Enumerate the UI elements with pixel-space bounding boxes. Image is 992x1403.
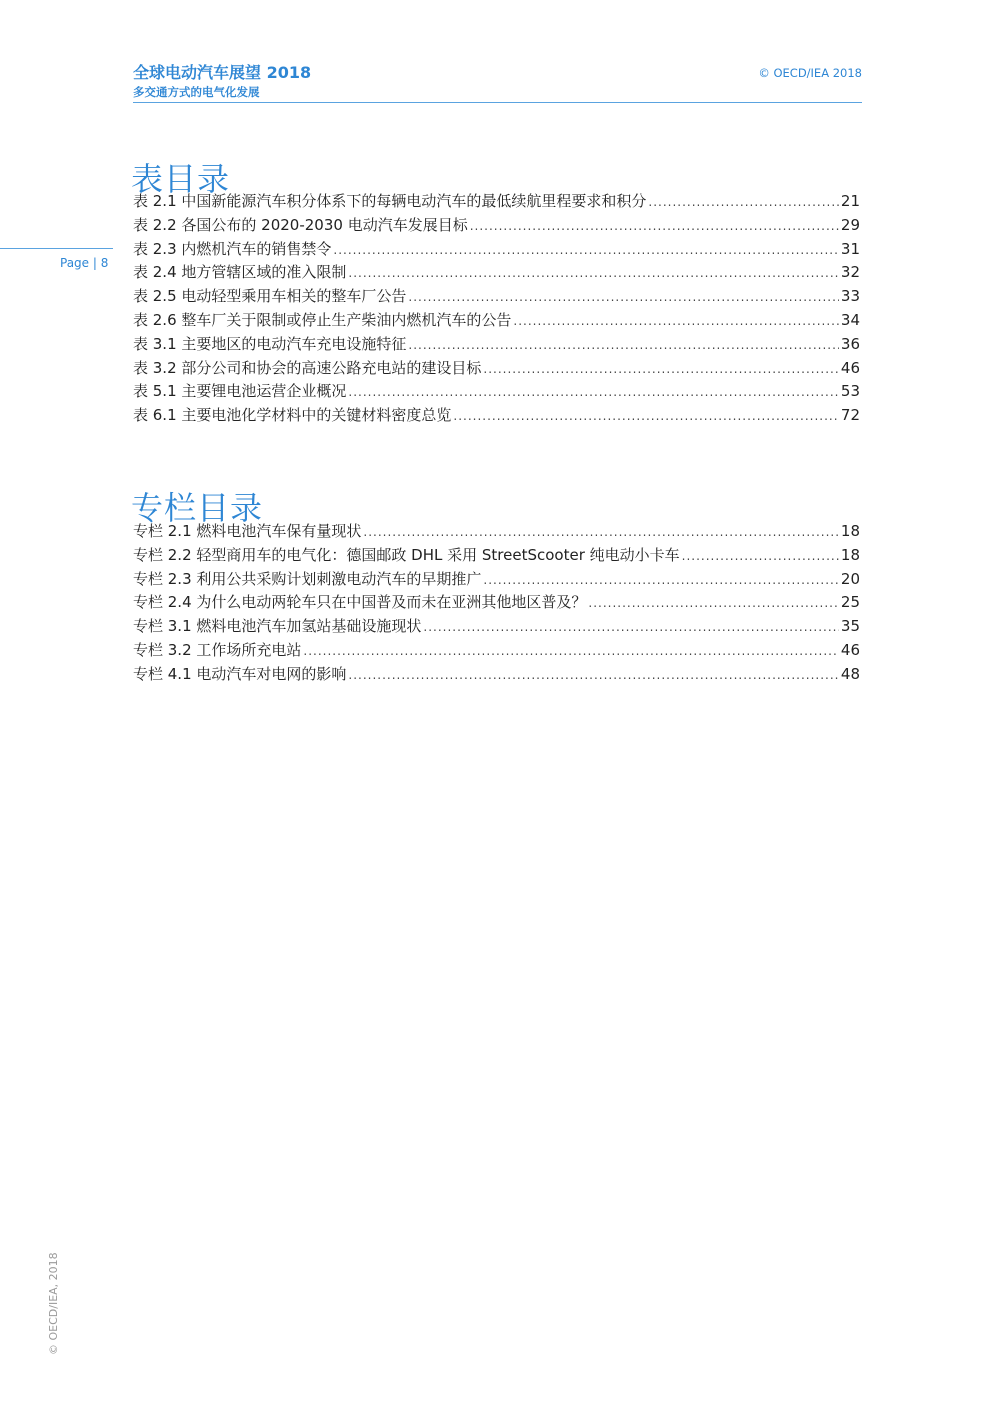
toc-entry-label: 专栏 3.2 工作场所充电站 [133, 640, 302, 659]
toc-entry-label: 专栏 2.3 利用公共采购计划刺激电动汽车的早期推广 [133, 569, 482, 588]
toc-entry[interactable] [133, 357, 860, 381]
toc-entry-page: 35 [840, 617, 860, 636]
toc-entry-page: 33 [840, 287, 860, 306]
toc-leader [682, 545, 839, 569]
toc-entry-page: 31 [840, 239, 860, 258]
toc-leader [513, 310, 839, 334]
toc-leader [348, 664, 839, 688]
toc-entry-page: 48 [840, 664, 860, 683]
tables-section-title: 表目录 [131, 160, 231, 199]
toc-entry[interactable] [133, 568, 860, 592]
toc-leader [423, 616, 839, 640]
toc-entry-label: 表 2.1 中国新能源汽车积分体系下的每辆电动汽车的最低续航里程要求和积分 [133, 192, 647, 210]
toc-entry[interactable] [133, 404, 860, 428]
toc-leader [348, 262, 839, 286]
toc-leader [588, 592, 839, 616]
toc-entry-label: 表 2.3 内燃机汽车的销售禁令 [133, 239, 332, 258]
toc-entry-page: 46 [840, 640, 860, 659]
boxes-toc [133, 520, 860, 687]
toc-entry-label: 专栏 4.1 电动汽车对电网的影响 [133, 664, 347, 683]
toc-entry-page: 20 [840, 569, 860, 588]
toc-entry-label: 专栏 2.1 燃料电池汽车保有量现状 [133, 522, 362, 540]
toc-entry-label: 表 2.5 电动轻型乘用车相关的整车厂公告 [133, 287, 407, 306]
toc-entry-label: 表 3.2 部分公司和协会的高速公路充电站的建设目标 [133, 358, 482, 377]
toc-entry-label: 表 5.1 主要锂电池运营企业概况 [133, 382, 347, 401]
toc-entry-page: 32 [840, 263, 860, 282]
toc-leader [408, 334, 839, 358]
toc-entry[interactable] [133, 214, 860, 238]
toc-entry-page: 46 [840, 358, 860, 377]
toc-entry[interactable] [133, 544, 860, 568]
toc-entry[interactable] [133, 639, 860, 663]
header-divider [133, 102, 862, 103]
toc-entry-page: 18 [840, 545, 860, 564]
toc-entry-page: 72 [840, 406, 860, 425]
toc-entry-label: 表 2.6 整车厂关于限制或停止生产柴油内燃机汽车的公告 [133, 310, 512, 329]
toc-entry-page: 53 [840, 382, 860, 401]
toc-leader [408, 286, 839, 310]
toc-entry-label: 表 2.4 地方管辖区域的准入限制 [133, 263, 347, 282]
toc-entry[interactable] [133, 615, 860, 639]
toc-entry[interactable] [133, 591, 860, 615]
boxes-section-title: 专栏目录 [131, 489, 264, 528]
header-copyright: © OECD/IEA 2018 [758, 66, 862, 80]
toc-entry-label: 专栏 3.1 燃料电池汽车加氢站基础设施现状 [133, 617, 422, 636]
toc-entry-page: 18 [840, 522, 860, 540]
page-number: Page | 8 [60, 256, 109, 270]
toc-entry-label: 专栏 2.2 轻型商用车的电气化：德国邮政 DHL 采用 StreetScooter 纯电动小卡车 [133, 545, 680, 564]
toc-leader [348, 381, 839, 405]
report-subtitle: 多交通方式的电气化发展 [133, 85, 260, 99]
toc-entry[interactable] [133, 663, 860, 687]
toc-entry-page: 25 [840, 593, 860, 612]
toc-entry[interactable] [133, 520, 860, 544]
report-title: 全球电动汽车展望 2018 [133, 63, 312, 82]
toc-leader [648, 191, 839, 215]
toc-entry-page: 36 [840, 334, 860, 353]
toc-leader [483, 358, 839, 382]
toc-entry[interactable] [133, 190, 860, 214]
toc-entry-label: 专栏 2.4 为什么电动两轮车只在中国普及而未在亚洲其他地区普及？ [133, 593, 587, 612]
side-copyright: © OECD/IEA, 2018 [47, 1252, 60, 1355]
tables-toc [133, 190, 860, 428]
toc-entry-label: 表 2.2 各国公布的 2020-2030 电动汽车发展目标 [133, 215, 468, 234]
toc-entry[interactable] [133, 333, 860, 357]
toc-entry-page: 21 [840, 192, 860, 210]
page-divider [0, 248, 113, 249]
toc-entry[interactable] [133, 285, 860, 309]
toc-entry-label: 表 6.1 主要电池化学材料中的关键材料密度总览 [133, 406, 452, 425]
toc-entry[interactable] [133, 380, 860, 404]
toc-entry[interactable] [133, 238, 860, 262]
toc-leader [470, 215, 839, 239]
toc-entry-page: 34 [840, 310, 860, 329]
toc-leader [333, 239, 839, 263]
toc-entry[interactable] [133, 309, 860, 333]
toc-entry[interactable] [133, 261, 860, 285]
toc-leader [453, 405, 839, 429]
toc-leader [363, 521, 839, 545]
toc-leader [483, 569, 839, 593]
toc-leader [303, 640, 839, 664]
toc-entry-label: 表 3.1 主要地区的电动汽车充电设施特征 [133, 334, 407, 353]
toc-entry-page: 29 [840, 215, 860, 234]
